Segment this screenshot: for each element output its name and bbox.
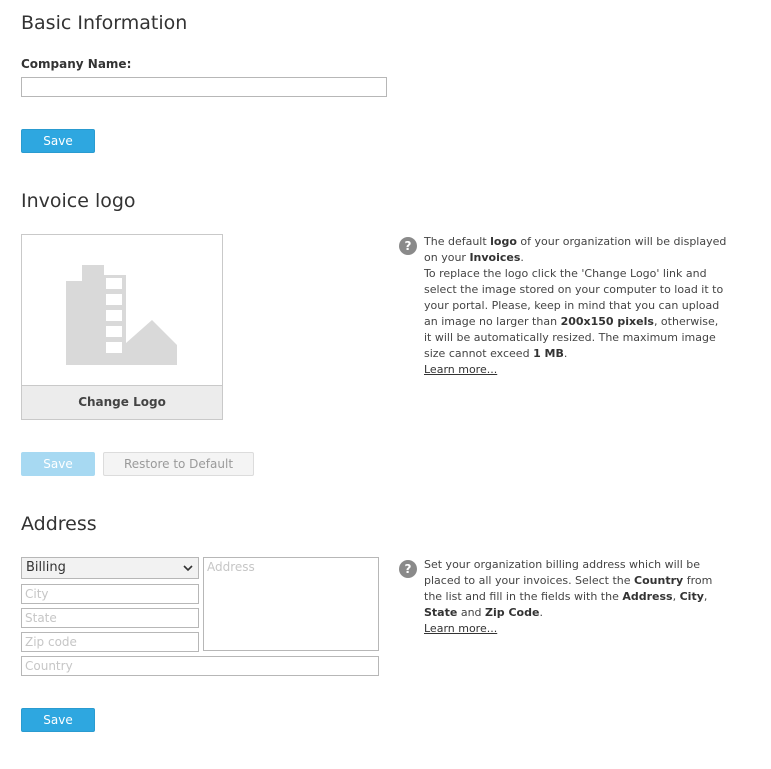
address-title: Address xyxy=(21,513,97,535)
city-input[interactable] xyxy=(21,584,199,604)
company-name-input[interactable] xyxy=(21,77,387,97)
basic-save-button[interactable]: Save xyxy=(21,129,95,153)
address-textarea[interactable] xyxy=(203,557,379,651)
question-icon: ? xyxy=(399,237,417,255)
question-icon: ? xyxy=(399,560,417,578)
company-name-label: Company Name: xyxy=(21,57,132,71)
address-type-value: Billing xyxy=(26,560,66,575)
logo-preview xyxy=(21,234,223,420)
address-learn-more-link[interactable]: Learn more... xyxy=(424,622,498,635)
basic-info-title: Basic Information xyxy=(21,12,188,34)
address-type-select[interactable] xyxy=(21,557,199,579)
logo-save-button[interactable]: Save xyxy=(21,452,95,476)
invoice-logo-title: Invoice logo xyxy=(21,190,136,212)
zip-code-input[interactable] xyxy=(21,632,199,652)
address-help-text: Set your organization billing address which will be placed to all your invoices. Select the Country from the list and fill in the fields with the Address, City, State and Zip Code. Learn more... xyxy=(424,558,713,635)
chevron-down-icon xyxy=(182,558,194,578)
building-placeholder-icon xyxy=(62,251,182,371)
logo-learn-more-link[interactable]: Learn more... xyxy=(424,363,498,376)
logo-help-text: The default logo of your organization will be displayed on your Invoices. To replace the logo click the 'Change Logo' link and select the image stored on your computer to load it to your portal. Please, keep in mind that you can upload an image no larger than 200x150 pixels, otherwise, it will be automatically resized. The maximum image size cannot exceed 1 MB. Learn more... xyxy=(424,235,727,376)
state-input[interactable] xyxy=(21,608,199,628)
address-save-button[interactable]: Save xyxy=(21,708,95,732)
country-input[interactable] xyxy=(21,656,379,676)
change-logo-button[interactable]: Change Logo xyxy=(22,385,222,419)
restore-default-button[interactable]: Restore to Default xyxy=(103,452,254,476)
